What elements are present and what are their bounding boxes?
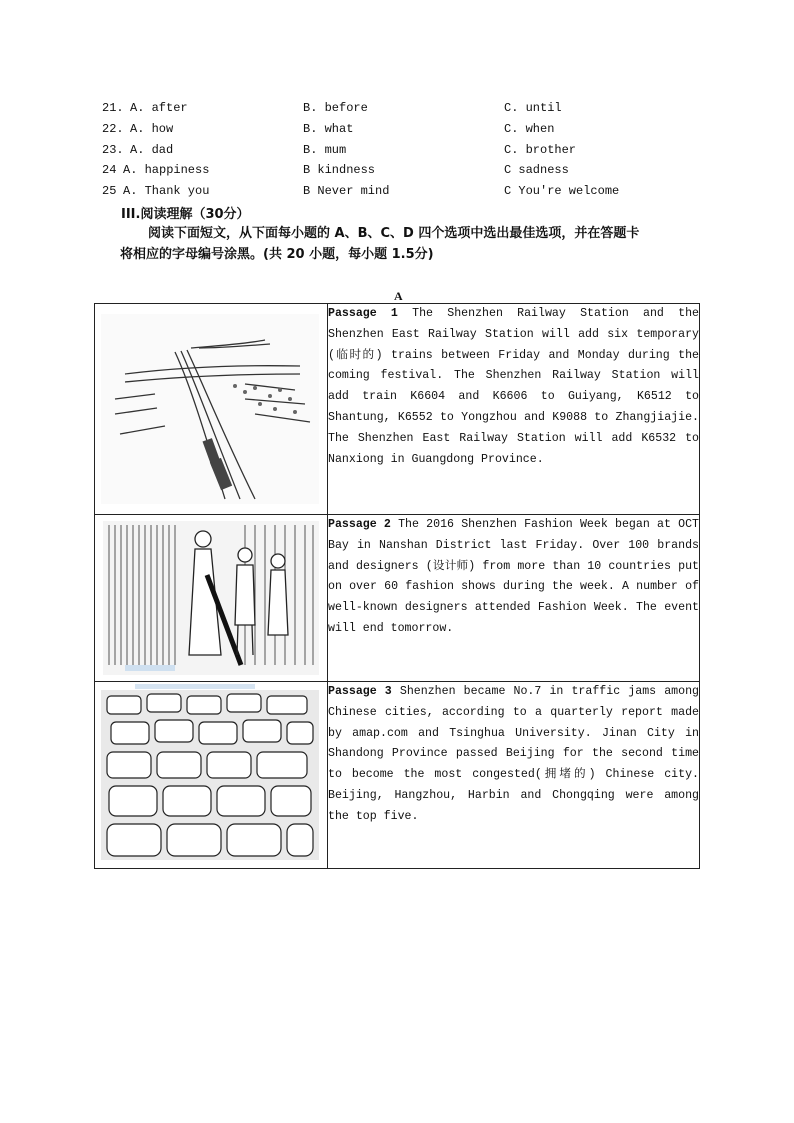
passage-row <box>95 515 700 682</box>
train-illustration <box>95 304 327 514</box>
fashion-show-illustration <box>95 515 327 681</box>
option-c: C You're welcome <box>504 184 620 199</box>
choice-row <box>102 143 722 164</box>
option-a: A. how <box>130 121 174 136</box>
option-a: A. dad <box>130 142 174 157</box>
passage-image-cell <box>95 515 328 682</box>
question-number: 24 <box>102 163 117 178</box>
section-instructions <box>120 223 680 265</box>
question-number: 22. <box>102 121 124 136</box>
answer-choices <box>102 101 722 205</box>
passage-label: Passage 3 <box>328 685 392 698</box>
instruction-line: 将相应的字母编号涂黑。(共 20 小题，每小题 1.5分) <box>120 247 434 262</box>
choice-row <box>102 184 722 205</box>
passage-text <box>328 304 700 515</box>
option-c: C sadness <box>504 163 569 178</box>
question-number: 23. <box>102 142 124 157</box>
passage-label: Passage 2 <box>328 518 391 531</box>
option-b: B kindness <box>303 163 376 178</box>
passage-body: The 2016 Shenzhen Fashion Week began at OCT Bay in Nanshan District last Friday. Over 100 brands and designers (设计师) from more than 10 countries put on over 60 fashion shows during the week. A number of well-known designers attended Fashion Week. The event will end tomorrow. <box>328 518 699 635</box>
choice-row <box>102 122 722 143</box>
passage-text <box>328 682 700 869</box>
part-letter: A <box>394 289 403 303</box>
passage-row <box>95 304 700 515</box>
option-c: C. brother <box>504 142 577 157</box>
option-b: B. what <box>303 121 354 136</box>
option-b: B. before <box>303 101 368 115</box>
passage-table <box>94 303 700 869</box>
passage-label: Passage 1 <box>328 307 398 320</box>
passage-text <box>328 515 700 682</box>
option-b: B Never mind <box>303 184 390 199</box>
section-title: III.阅读理解（30分） <box>121 207 250 222</box>
question-number: 25 <box>102 184 117 199</box>
option-b: B. mum <box>303 142 347 157</box>
option-a: A. happiness <box>123 163 210 178</box>
passage-row <box>95 682 700 869</box>
choice-row <box>102 101 722 122</box>
passage-body: The Shenzhen Railway Station and the Shenzhen East Railway Station will add six temporary (临时的) trains between Friday and Monday during the coming festival. The Shenzhen Railway Station will add train K6604 and K6606 to Guiyang, K6512 to Shantung, K6552 to Yongzhou and K9088 to Zhangjiajie. The Shenzhen East Railway Station will add K6532 to Nanxiong in Guangdong Province. <box>328 307 699 466</box>
traffic-jam-illustration <box>95 682 327 868</box>
question-number: 21. <box>102 101 124 115</box>
passage-image-cell <box>95 682 328 869</box>
option-c: C. until <box>504 101 562 115</box>
passage-image-cell <box>95 304 328 515</box>
option-c: C. when <box>504 121 555 136</box>
option-a: A. Thank you <box>123 184 210 199</box>
instruction-line: 阅读下面短文，从下面每小题的 A、B、C、D 四个选项中选出最佳选项，并在答题卡 <box>148 226 640 241</box>
choice-row <box>102 163 722 184</box>
passage-body: Shenzhen became No.7 in traffic jams among Chinese cities, according to a quarterly report made by amap.com and Tsinghua University. Jinan City in Shandong Province passed Beijing for the second time to become the most congested(拥堵的) Chinese city. Beijing, Hangzhou, Harbin and Chongqing were among the top five. <box>328 685 700 823</box>
option-a: A. after <box>130 101 188 115</box>
